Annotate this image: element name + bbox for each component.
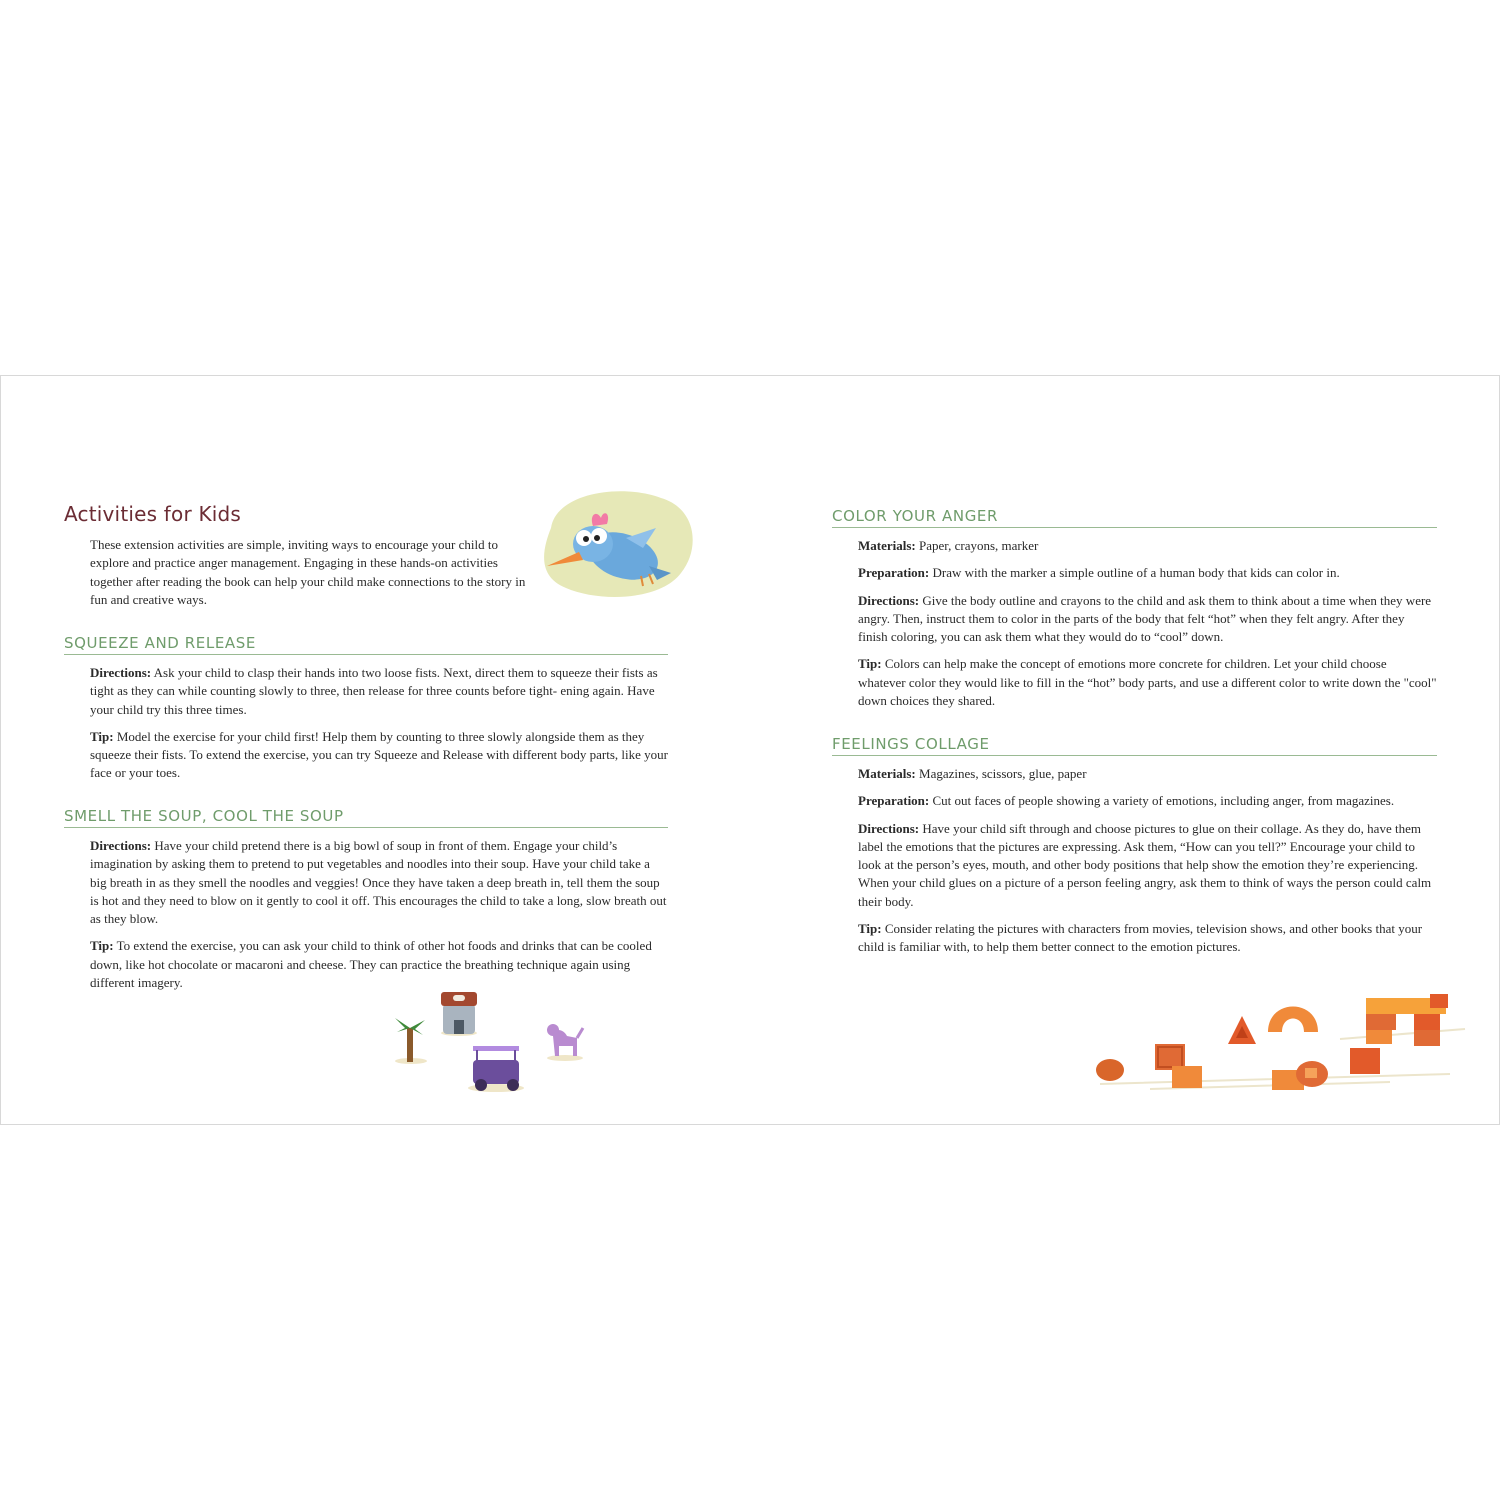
directions-paragraph (90, 664, 668, 719)
item-text: Have your child pretend there is a big bowl of soup in front of them. Engage your child’s imagination by asking them to pretend to put vegetables and noodles into their soup. Have your child take a big breath in as they smell the noodles and veggies! Once they have taken a deep breath in, tell them the soup is hot and they need to blow on it gently to cool it off. This encourages the child to take a long, slow breath out as they blow. (90, 838, 667, 927)
item-text: To extend the exercise, you can ask your child to think of other hot foods and drinks that can be cooled down, like hot chocolate or macaroni and cheese. They can practice the breathing technique again using different imagery. (90, 938, 652, 991)
item-label: Tip: (90, 938, 114, 954)
materials-paragraph (858, 765, 1437, 783)
item-label: Directions: (90, 665, 152, 680)
book-spread (0, 375, 1500, 1125)
page-title: Activities for Kids (64, 502, 242, 526)
tip-paragraph (90, 728, 668, 783)
item-label: Tip: (858, 656, 882, 672)
tip-paragraph (90, 937, 668, 992)
item-text: Have your child sift through and choose pictures to glue on their collage. As they do, have them label the emotions that the pictures are expressing. Ask them, “How can you tell?” Encourage your child to look at the person’s eyes, mouth, and other body positions that help show the emotion they’re experiencing. When your child glues on a picture of a person feeling angry, ask them to think of ways the person could calm their body. (858, 820, 1432, 909)
section-feelings-collage (832, 735, 1437, 957)
item-text: Magazines, scissors, glue, paper (915, 766, 1087, 781)
item-text: Draw with the marker a simple outline of a human body that kids can color in. (929, 565, 1340, 581)
section-color-your-anger (832, 507, 1437, 710)
item-text: Model the exercise for your child first! Help them by counting to three slowly alongside them as they squeeze their fists. To extend the exercise, you can try Squeeze and Release with different body parts, like your face or your toes. (90, 728, 668, 781)
item-text: Consider relating the pictures with characters from movies, television shows, and other books that your child is familiar with, to help them better connect to the emotion pictures. (858, 921, 1423, 955)
bird-illustration (531, 488, 697, 602)
toys-illustration (391, 988, 591, 1098)
intro-paragraph: These extension activities are simple, inviting ways to encourage your child to explore and practice anger management. Engaging in these hands-on activities together after reading the book can help your child make connections to the story in fun and creative ways. (90, 537, 526, 607)
right-page (750, 376, 1499, 1124)
item-label: Directions: (858, 820, 920, 836)
item-label: Tip: (858, 921, 882, 937)
preparation-paragraph (858, 564, 1437, 582)
directions-paragraph (90, 837, 668, 928)
section-heading: COLOR YOUR ANGER (832, 507, 1437, 528)
tip-paragraph (858, 655, 1437, 710)
item-text: Colors can help make the concept of emotions more concrete for children. Let your child choose whatever color they would like to fill in the “hot” body parts, and use a different color to write down the "cool" down choices they shared. (858, 656, 1437, 709)
item-label: Materials: (858, 766, 916, 781)
section-heading: SMELL THE SOUP, COOL THE SOUP (64, 807, 668, 828)
item-text: Paper, crayons, marker (915, 538, 1039, 553)
item-text: Ask your child to clasp their hands into two loose fists. Next, direct them to squeeze their fists as tight as they can while counting slowly to three, then release for three counts before tight- ening again. Have your child try this three times. (90, 665, 658, 717)
tip-paragraph (858, 920, 1437, 957)
blocks-illustration (1090, 984, 1470, 1104)
directions-paragraph (858, 820, 1437, 911)
item-text: Cut out faces of people showing a variety of emotions, including anger, from magazines. (929, 793, 1395, 809)
section-heading: FEELINGS COLLAGE (832, 735, 1437, 756)
item-label: Directions: (858, 592, 920, 608)
item-label: Preparation: (858, 793, 930, 809)
section-squeeze-and-release (64, 634, 668, 783)
section-heading: SQUEEZE AND RELEASE (64, 634, 668, 655)
item-label: Tip: (90, 728, 114, 744)
item-label: Preparation: (858, 565, 930, 581)
item-label: Directions: (90, 838, 152, 853)
preparation-paragraph (858, 792, 1437, 810)
directions-paragraph (858, 592, 1437, 647)
item-text: Give the body outline and crayons to the child and ask them to think about a time when they were angry. Then, instruct them to color in the parts of the body that felt “hot” when they felt angry. After they finish coloring, you can ask them what they would do to “cool” down. (858, 592, 1432, 645)
item-label: Materials: (858, 538, 916, 553)
section-smell-the-soup (64, 807, 668, 992)
left-page (1, 376, 750, 1124)
materials-paragraph (858, 537, 1437, 555)
